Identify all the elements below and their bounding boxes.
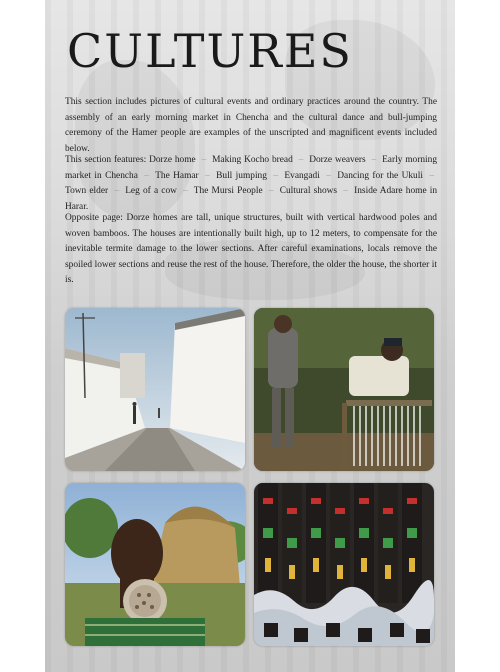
- feature-item: Dorze home: [149, 155, 196, 165]
- feature-item: Town elder: [65, 186, 109, 197]
- photo-mursi: [65, 483, 245, 646]
- features-paragraph: [65, 153, 437, 215]
- feature-separator: –: [326, 170, 331, 181]
- feature-item: Dancing for the Ukuli: [337, 170, 423, 181]
- feature-item: Evangadi: [284, 170, 320, 181]
- intro-paragraph: This section includes pictures of cultural events and ordinary practices around the country. The assembly of an early morning market in Chencha and the cultural dance and bull-jumping ceremony of the Hamer people are examples of the unscripted and magnificent events included below.: [65, 97, 437, 154]
- feature-separator: –: [298, 155, 304, 165]
- feature-separator: –: [268, 186, 274, 197]
- page: [45, 0, 455, 672]
- feature-separator: –: [371, 155, 377, 165]
- feature-separator: –: [429, 170, 435, 181]
- feature-separator: –: [183, 186, 188, 197]
- feature-item: Early morning market in Chencha: [65, 155, 438, 181]
- feature-separator: –: [205, 170, 210, 181]
- features-lead: This section features:: [65, 155, 150, 165]
- feature-separator: –: [144, 170, 149, 181]
- feature-item: Cultural shows: [279, 186, 338, 197]
- page-title: CULTURES: [67, 24, 353, 78]
- feature-separator: –: [114, 186, 120, 197]
- feature-item: Leg of a cow: [125, 186, 177, 197]
- feature-item: Bull jumping: [216, 170, 267, 181]
- feature-item: Making Kocho bread: [212, 155, 293, 165]
- right-margin: [455, 0, 500, 672]
- photo-textiles: [254, 483, 434, 646]
- feature-item: The Mursi People: [193, 186, 263, 197]
- left-margin: [0, 0, 45, 672]
- feature-item: The Hamar: [155, 170, 199, 181]
- feature-separator: –: [343, 186, 348, 197]
- feature-item: Dorze weavers: [309, 155, 366, 165]
- feature-separator: –: [201, 155, 207, 165]
- feature-separator: –: [273, 170, 279, 181]
- photo-weavers: [254, 308, 434, 471]
- photo-street: [65, 308, 245, 471]
- caption-paragraph: Opposite page: Dorze homes are tall, unique structures, built with vertical hardwood poles and woven bamboos. The houses are intentionally built high, up to 12 meters, to compensate for the inevitable termite damage to the lower sections. After careful examinations, locals remove the spoiled lower sections and reuse the rest of the house. Therefore, the older the house, the shorter it is.: [65, 213, 437, 286]
- feature-item: Inside Adare home in Harar.: [65, 186, 438, 212]
